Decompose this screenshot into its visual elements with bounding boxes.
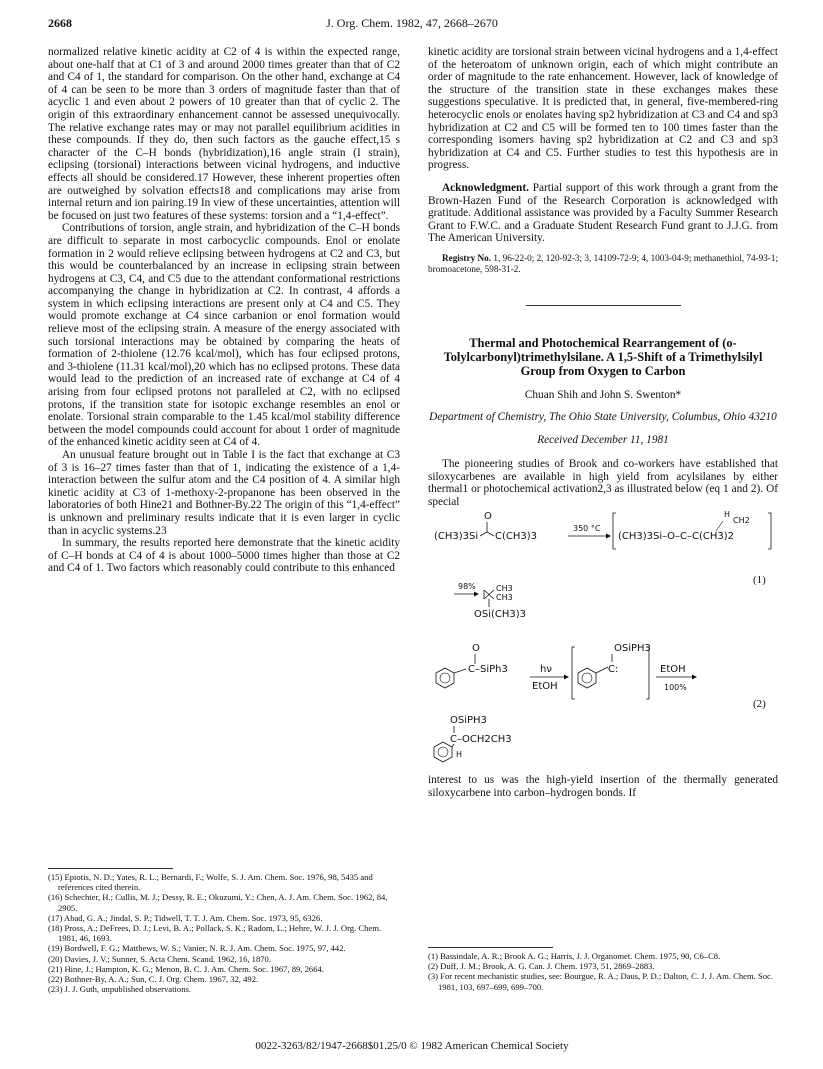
acknowledgment (428, 182, 778, 245)
eq2-int-c: C: (608, 663, 619, 675)
registry-text: 1, 96-22-0; 2, 120-92-3; 3, 14109-72-9; 4, 1003-04-9; methanethiol, 74-93-1; bromoacetone, 598-31-2. (428, 252, 778, 274)
left-column (48, 46, 400, 575)
eq1-bond (716, 521, 723, 531)
left-footnotes (48, 868, 400, 994)
eq2-carbonyl-o: O (472, 642, 480, 654)
registry-heading: Registry No. (442, 252, 492, 263)
eq2-hv: hν (540, 663, 552, 675)
registry-numbers (428, 253, 778, 275)
eq2-aromatic-circle (438, 747, 448, 757)
eq1-condition: 350 °C (573, 523, 601, 533)
footnote: (15) Epiotis, N. D.; Yates, R. L.; Bernardi, F.; Wolfe, S. J. Am. Chem. Soc. 1976, 98, 5435 and references cited therein. (48, 872, 373, 893)
eq2-etoh2: EtOH (660, 663, 686, 675)
paragraph: The pioneering studies of Brook and co-workers have established that siloxycarbenes are available in high yield from acylsilanes by either thermal1 or photochemical activation2,3 as illustrated below (eq 1 and 2). Of special (428, 458, 778, 509)
eq2-bracket-left (572, 647, 575, 699)
paragraph: Contributions of torsion, angle strain, and hybridization of the C–H bonds are difficult to separate in most carbocyclic compounds. Enol or enolate formation in 2 would relieve eclipsing between hydrogens at C2 and C3, but this would be counterbalanced by an increase in eclipsing strain between hydrogens at C3, C4, and C5 due to the attendant conformational restrictions accompanying the change in hybridization at C2. In contrast, 4 affords a system in which eclipsing interactions are present only at C4 and C5. They would promote exchange at C4 since carbanion or enol formation would relieve most of the eclipsing strain. A measure of the energy associated with such torsional interactions may be obtained by comparing the heats of formation of 2-thiolene (12.76 kcal/mol), which has four eclipsed protons, and 3-thiolene (11.31 kcal/mol),20 which has no eclipsed protons. These data would lead to the prediction of an increased rate of exchange at C4 of 4 arising from four eclipsed protons not paralleled at C2, with no eclipsed protons, if the transition state for isotopic exchange resembles an enol or enolate. Torsional strain comparable to the 1.45 kcal/mol stability difference between the model compounds could account for about 1 order of magnitude of the enhanced kinetic acidity seen at C4 of 4. (48, 222, 400, 449)
section-divider (526, 305, 681, 306)
eq2-prod-osi: OSiPH3 (450, 714, 487, 726)
eq1-product-ch3b: CH3 (496, 592, 513, 602)
footnote: (21) Hine, J.; Hampton, K. G.; Menon, B. C. J. Am. Chem. Soc. 1967, 89, 2664. (48, 963, 324, 974)
paragraph: An unusual feature brought out in Table I is the fact that exchange at C3 of 3 is 16–27 times faster than that of 1, indicating the existence of a 1,4-interaction between the sulfur atom and the C4 position of 4. A similar high kinetic acidity at C3 of 1-methoxy-2-propanone has been observed in the laboratories of both Hine21 and Bothner-By.22 The origin of this “1,4-effect” is unknown and preliminary results indicate that it is even larger in cyclic than in acyclic systems.23 (48, 449, 400, 537)
eq2-int-osi: OSiPH3 (614, 642, 651, 654)
footnote: (18) Pross, A.; DeFrees, D. J.; Levi, B. A.; Pollack, S. K.; Radom, L.; Hehre, W. J. J. Org. Chem. 1981, 46, 1693. (48, 923, 382, 944)
footnote: (22) Bothner-By, A. A.; Sun, C. J. Org. Chem. 1967, 32, 492. (48, 974, 259, 985)
acknowledgment-text: Partial support of this work through a grant from the Brown-Hazen Fund of the Research Corporation is acknowledged with gratitude. Additional assistance was provided by a Faculty Summer Research Grant to F.W.C. and a Graduate Student Research Fund grant to J.J.G. from The American University. (428, 181, 778, 245)
article-title: Thermal and Photochemical Rearrangement of (o-Tolylcarbonyl)trimethylsilane. A 1,5-Shift of a Trimethylsilyl Group from Oxygen to Carbon (443, 335, 763, 379)
eq1-arrowhead (606, 533, 611, 538)
page-number: 2668 (48, 16, 72, 30)
right-column (428, 46, 778, 799)
eq2-label: (2) (753, 697, 766, 710)
eq1-reactant-left: (CH3)3Si (434, 530, 479, 542)
eq1-product-ch3a: CH3 (496, 583, 513, 593)
eq1-h: H (724, 509, 731, 519)
eq2-yield: 100% (664, 682, 687, 692)
paragraph: kinetic acidity are torsional strain between vicinal hydrogens and a 1,4-effect of the heteroatom of unknown origin, each of which might contribute an order of magnitude to the rate enhancement. However, lack of knowledge of the structure of the transition state in these exchanges makes these suggestions speculative. It is predicted that, in general, five-membered-ring heterocyclic enols or enolates having sp2 hybridization at C3 and C4 and sp3 hybridization at C2 and C5 will be formed ten to 100 times faster than the corresponding isomers having sp2 hybridization at C2 and C3 and sp3 hybridization at C4 and C5. Further studies to test this hypothesis are in progress. (428, 46, 778, 172)
page-footer: 0022-3263/82/1947-2668$01.25/0 © 1982 American Chemical Society (255, 1040, 569, 1052)
footnote: (16) Schechter, H.; Cullis, M. J.; Dessy, R. E.; Okuzumi, Y.; Chen, A. J. Am. Chem. Soc. 1962, 84, 2905. (48, 892, 388, 913)
footnote: (19) Bordwell, F. G.; Matthews, W. S.; Vanier, N. R. J. Am. Chem. Soc. 1975, 97, 442. (48, 943, 346, 954)
footnote: (20) Davies, J. V.; Sunner, S. Acta Chem. Scand. 1962, 16, 1870. (48, 953, 271, 964)
footnote: (1) Bassindale, A. R.; Brook A. G.; Harris, J. J. Organomet. Chem. 1975, 90, C6–C8. (428, 951, 721, 961)
paragraph: interest to us was the high-yield insertion of the thermally generated siloxycarbene into carbon–hydrogen bonds. If (428, 774, 778, 799)
eq2-arrowhead2 (692, 674, 697, 679)
received-date: Received December 11, 1981 (537, 433, 669, 446)
eq2-arrowhead (564, 674, 569, 679)
eq1-carbonyl-o: O (484, 510, 492, 522)
eq1-label: (1) (753, 573, 766, 586)
eq1-bond (487, 532, 494, 536)
eq2-intermediate-ring (578, 668, 596, 688)
footnote: (2) Duff, J. M.; Brook, A. G. Can. J. Chem. 1973, 51, 2869–2883. (428, 961, 655, 972)
eq1-bracket-right (768, 513, 771, 549)
running-header (48, 16, 776, 32)
affiliation: Department of Chemistry, The Ohio State University, Columbus, Ohio 43210 (429, 411, 777, 424)
paragraph: In summary, the results reported here demonstrate that the kinetic acidity of C–H bonds at C4 of 4 is about 1000–5000 times higher than those at C2 and C4 of 1. Two factors which reasonably could contribute to this enhanced (48, 537, 400, 575)
eq1-intermediate: (CH3)3Si–O–C–C(CH3)2 (618, 530, 735, 542)
eq2-bond (454, 669, 466, 673)
eq1-bracket-left (613, 513, 616, 549)
footnote-rule (48, 868, 173, 869)
paragraph: normalized relative kinetic acidity at C2 of 4 is within the expected range, about one-half that at C1 of 3 and around 2000 times greater than that of C2 and C4 of 1, the standard for comparison. On the other hand, exchange at C4 of 4 can be seen to be more than 3 orders of magnitude faster than that of acyclic 1 and even about 2 powers of 10 greater than that of cyclic 2. The origin of this extraordinary enhancement cannot be assessed unequivocally. The relative exchange rates may or may not parallel equilibrium acidities in these compounds. If they do, then such factors as the gauche effect,15 s character of the C–H bonds (hybridization),16 angle strain (I strain), eclipsing (torsional) interactions between vicinal hydrogens, and inductive effects all should be considered.17 However, these inherent properties often are outweighed by solvation effects18 and complications may arise from internal return and ion pairing.19 In view of these uncertainties, attention will be focused on just two features of these systems: torsion and a “1,4-effect”. (48, 46, 400, 222)
eq2-bracket-right (646, 647, 649, 699)
eq1-ch2: CH2 (733, 515, 750, 525)
acknowledgment-heading: Acknowledgment. (442, 181, 529, 194)
reaction-scheme (428, 509, 778, 771)
eq2-aromatic-circle (582, 673, 592, 683)
footnote: (3) For recent mechanistic studies, see: Bourgue, R. A.; Daus, P. D.; Dalton, C. J. J. Am. Chem. Soc. 1981, 103, 697–699, 699–700. (428, 971, 773, 992)
eq1-bond (480, 532, 487, 536)
eq1-arrowhead2 (474, 591, 479, 596)
eq2-etoh: EtOH (532, 680, 558, 692)
footnote-rule (428, 947, 553, 948)
eq1-product-osi: OSi(CH3)3 (474, 608, 527, 620)
authors: Chuan Shih and John S. Swenton* (524, 388, 682, 401)
eq1-yield: 98% (458, 581, 476, 591)
eq2-bond (596, 667, 608, 673)
eq2-prod-h: H (456, 749, 463, 759)
footnote: (17) Abad, G. A.; Jindal, S. P.; Tidwell, T. T. J. Am. Chem. Soc. 1973, 95, 6326. (48, 912, 323, 923)
journal-citation: J. Org. Chem. 1982, 47, 2668–2670 (326, 16, 498, 30)
eq2-aromatic-circle (440, 673, 450, 683)
eq2-product-ring (434, 742, 452, 762)
eq2-benzene-ring (436, 668, 454, 688)
eq2-reactant: C–SiPh3 (468, 663, 508, 675)
right-footnotes (428, 947, 778, 992)
eq2-prod-c: C–OCH2CH3 (450, 733, 512, 745)
eq1-reactant-right: C(CH3)3 (495, 530, 538, 542)
footnote: (23) J. J. Guth, unpublished observations. (48, 984, 191, 995)
